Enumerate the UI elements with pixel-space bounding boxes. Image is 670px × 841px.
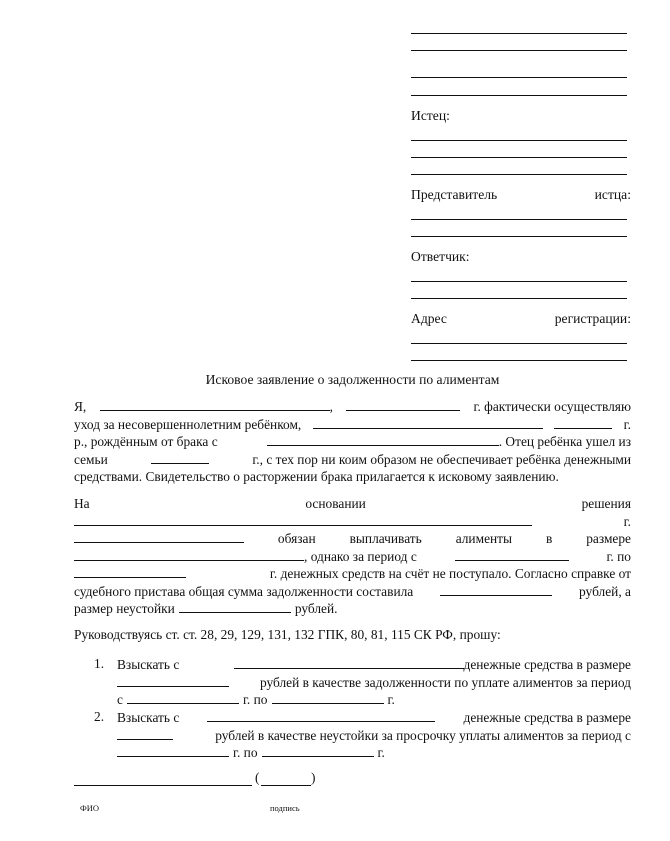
plaintiff-field-3[interactable] xyxy=(411,174,627,175)
spouse-name-blank[interactable] xyxy=(267,433,499,446)
plaintiff-field-2[interactable] xyxy=(411,157,627,158)
request2-to-blank[interactable] xyxy=(262,744,374,757)
defendant-field-2[interactable] xyxy=(411,298,627,299)
fio-label: ФИО xyxy=(80,803,99,813)
text: основании xyxy=(305,496,366,511)
alimony-amount-blank[interactable] xyxy=(74,548,304,561)
text: г. по xyxy=(242,692,268,707)
text: г. по xyxy=(233,745,258,760)
text: г. xyxy=(623,513,631,529)
text: г. денежных средств на счёт не поступало. Согласно справке от xyxy=(269,566,631,581)
text: семьи xyxy=(74,451,108,467)
representative-field-1[interactable] xyxy=(411,219,627,220)
list-number: 2. xyxy=(94,709,105,724)
court-name-field[interactable] xyxy=(411,33,627,34)
defendant-label: Ответчик: xyxy=(411,249,470,264)
address-field-1[interactable] xyxy=(411,343,627,344)
plaintiff-name-blank[interactable] xyxy=(100,398,330,411)
request2-defendant-blank[interactable] xyxy=(207,709,435,722)
address-label-left: Адрес xyxy=(411,311,447,326)
text: выплачивать xyxy=(349,531,422,546)
text: Взыскать с xyxy=(117,657,180,672)
representative-label xyxy=(411,187,631,203)
text: г. xyxy=(623,416,631,432)
defendant-field-1[interactable] xyxy=(411,281,627,282)
address-label-right: регистрации: xyxy=(554,311,631,326)
text: Взыскать с xyxy=(117,710,180,725)
text: р., рождённым от брака с xyxy=(74,434,218,449)
court-name-field-2[interactable] xyxy=(411,50,627,51)
request1-amount-blank[interactable] xyxy=(117,674,229,687)
text: г., с тех пор ни коим образом не обеспечивает ребёнка денежными xyxy=(252,451,631,467)
plaintiff-field-1[interactable] xyxy=(411,140,627,141)
text: г. фактически осуществляю xyxy=(473,399,631,414)
text: судебного пристава общая сумма задолженности составила xyxy=(74,583,414,599)
court-decision-blank[interactable] xyxy=(74,513,532,526)
request1-to-blank[interactable] xyxy=(272,691,384,704)
signature-field[interactable] xyxy=(261,785,311,786)
text: средствами. Свидетельство о расторжении брака прилагается к исковому заявлению. xyxy=(74,469,559,484)
plaintiff-birth-year-blank[interactable] xyxy=(346,398,460,411)
leave-year-blank[interactable] xyxy=(151,451,209,464)
text: размере xyxy=(586,531,631,546)
text: г. xyxy=(387,692,395,707)
text: На xyxy=(74,496,90,511)
request1-defendant-blank[interactable] xyxy=(234,656,464,669)
text: денежные средства в размере xyxy=(463,657,631,672)
text: алименты xyxy=(455,531,513,546)
text: г. xyxy=(377,745,385,760)
legal-basis: Руководствуясь ст. ст. 28, 29, 129, 131, 132 ГПК, 80, 81, 115 СК РФ, прошу: xyxy=(74,627,501,642)
text: рублей, а xyxy=(579,583,631,599)
fio-field[interactable] xyxy=(74,785,252,786)
paragraph-1 xyxy=(74,398,631,486)
text: , xyxy=(329,399,333,414)
address-label xyxy=(411,311,631,327)
paren-open: ( xyxy=(255,770,260,785)
text: денежные средства в размере xyxy=(463,710,631,725)
period-from-blank[interactable] xyxy=(455,548,569,561)
address-field-2[interactable] xyxy=(411,360,627,361)
child-birth-year-blank[interactable] xyxy=(554,416,612,429)
plaintiff-label: Истец: xyxy=(411,108,450,123)
request2-amount-blank[interactable] xyxy=(117,727,173,740)
penalty-amount-blank[interactable] xyxy=(179,600,291,613)
text: . Отец ребёнка ушел из xyxy=(498,434,631,449)
request2-from-blank[interactable] xyxy=(117,744,229,757)
child-name-blank[interactable] xyxy=(313,416,543,429)
period-to-blank[interactable] xyxy=(74,565,186,578)
paren-close: ) xyxy=(311,770,316,785)
debt-amount-blank[interactable] xyxy=(440,583,552,596)
representative-label-right: истца: xyxy=(594,187,631,202)
signature-label: подпись xyxy=(270,803,300,813)
text: уход за несовершеннолетним ребёнком, xyxy=(74,416,302,432)
request1-from-blank[interactable] xyxy=(127,691,239,704)
representative-field-2[interactable] xyxy=(411,236,627,237)
text: решения xyxy=(581,496,631,511)
text: рублей. xyxy=(294,601,338,616)
text: в xyxy=(545,531,553,546)
defendant-name-blank[interactable] xyxy=(74,530,244,543)
list-number: 1. xyxy=(94,656,105,671)
text: рублей в качестве задолженности по уплате алиментов за период xyxy=(259,674,631,690)
representative-label-left: Представитель xyxy=(411,187,498,202)
court-address-field-2[interactable] xyxy=(411,95,627,96)
text: с xyxy=(117,692,123,707)
court-address-field[interactable] xyxy=(411,77,627,78)
text: , однако за период с xyxy=(304,548,417,564)
text: обязан xyxy=(277,531,316,546)
text: г. по xyxy=(606,548,631,564)
text: размер неустойки xyxy=(74,601,175,616)
document-title: Исковое заявление о задолженности по алиментам xyxy=(205,372,500,387)
text: рублей в качестве неустойки за просрочку уплаты алиментов за период с xyxy=(215,727,631,743)
paragraph-2 xyxy=(74,495,631,618)
text: Я, xyxy=(74,399,87,414)
